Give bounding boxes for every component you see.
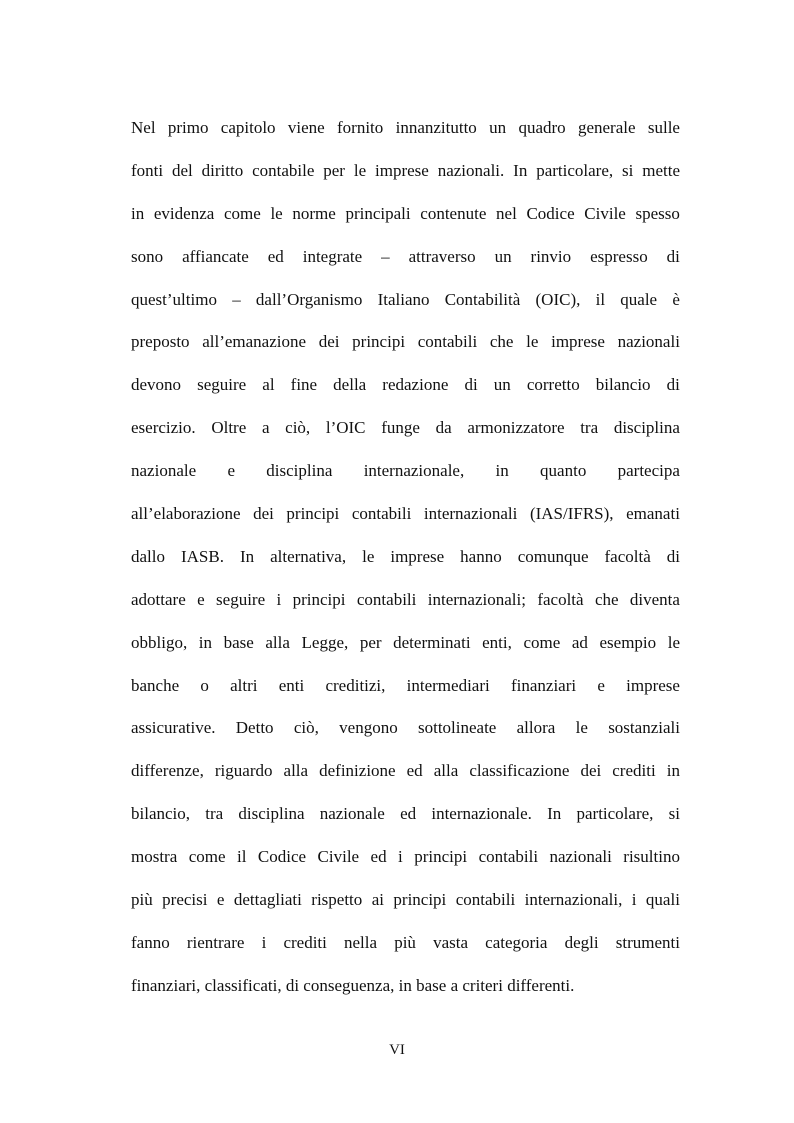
text-line: obbligo, in base alla Legge, per determinati enti, come ad esempio le (131, 632, 680, 652)
body-paragraph (131, 107, 680, 1008)
text-line: fanno rientrare i crediti nella più vasta categoria degli strumenti (131, 932, 680, 952)
text-line: nazionale e disciplina internazionale, in quanto partecipa (131, 461, 680, 481)
text-line: all’elaborazione dei principi contabili internazionali (IAS/IFRS), emanati (131, 504, 680, 524)
text-line: fonti del diritto contabile per le imprese nazionali. In particolare, si mette (131, 160, 680, 180)
text-line: assicurative. Detto ciò, vengono sottolineate allora le sostanziali (131, 718, 680, 738)
text-line: preposto all’emanazione dei principi contabili che le imprese nazionali (131, 332, 680, 352)
text-line: devono seguire al fine della redazione di un corretto bilancio di (131, 375, 680, 395)
text-line: differenze, riguardo alla definizione ed alla classificazione dei crediti in (131, 761, 680, 781)
text-line: mostra come il Codice Civile ed i principi contabili nazionali risultino (131, 847, 680, 867)
text-line: bilancio, tra disciplina nazionale ed internazionale. In particolare, si (131, 804, 680, 824)
text-line: più precisi e dettagliati rispetto ai principi contabili internazionali, i quali (131, 890, 680, 910)
text-line: sono affiancate ed integrate – attraverso un rinvio espresso di (131, 246, 680, 266)
page-number: VI (389, 1042, 405, 1058)
text-line: banche o altri enti creditizi, intermediari finanziari e imprese (131, 675, 680, 695)
text-line: quest’ultimo – dall’Organismo Italiano Contabilità (OIC), il quale è (131, 289, 680, 309)
text-line: in evidenza come le norme principali contenute nel Codice Civile spesso (131, 203, 680, 223)
text-line-last: finanziari, classificati, di conseguenza, in base a criteri differenti. (131, 975, 575, 995)
text-line: adottare e seguire i principi contabili internazionali; facoltà che diventa (131, 589, 680, 609)
text-line: Nel primo capitolo viene fornito innanzitutto un quadro generale sulle (131, 118, 680, 137)
text-line: esercizio. Oltre a ciò, l’OIC funge da armonizzatore tra disciplina (131, 418, 680, 438)
text-line: dallo IASB. In alternativa, le imprese hanno comunque facoltà di (131, 546, 680, 566)
